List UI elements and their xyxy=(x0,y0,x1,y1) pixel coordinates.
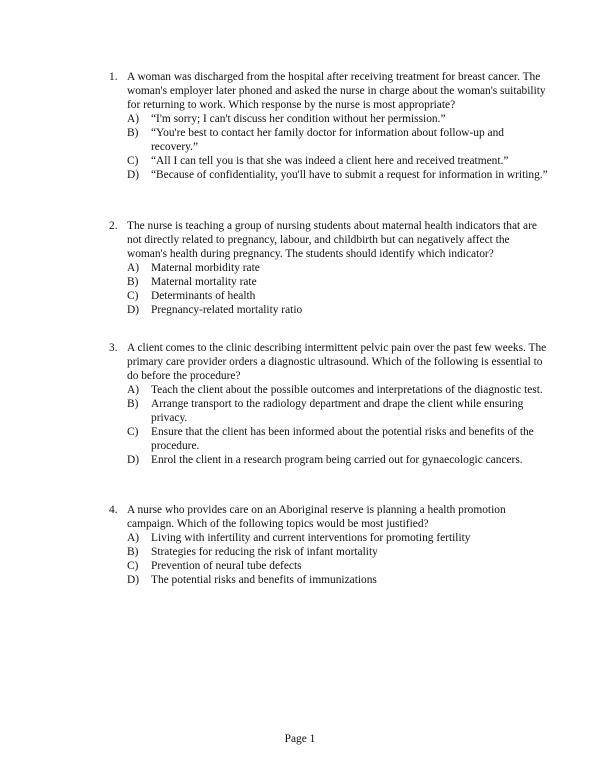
question-text: A woman was discharged from the hospital after receiving treatment for breast cancer. The woman's employer later phoned and asked the nurse in charge about the woman's suitability for returning to work. Which response by the nurse is most appropriate? xyxy=(127,71,546,111)
option-text: “All I can tell you is that she was indeed a client here and received treatment.” xyxy=(151,155,509,167)
option-a xyxy=(127,112,549,126)
option-letter: B) xyxy=(127,276,139,288)
question-2 xyxy=(109,219,549,317)
option-text: “Because of confidentiality, you'll have to submit a request for information in writing.” xyxy=(151,169,548,181)
option-text: Pregnancy-related mortality ratio xyxy=(151,304,303,316)
option-c xyxy=(127,425,549,453)
option-letter: A) xyxy=(127,532,140,544)
option-letter: D) xyxy=(127,454,140,466)
question-number: 3. xyxy=(109,342,118,354)
option-text: Ensure that the client has been informed about the potential risks and benefits of the procedure. xyxy=(151,426,534,452)
option-list xyxy=(127,112,549,182)
option-a xyxy=(127,383,549,397)
question-number: 1. xyxy=(109,71,118,83)
option-d xyxy=(127,303,549,317)
page-number: Page 1 xyxy=(284,733,316,745)
option-letter: B) xyxy=(127,398,139,410)
option-letter: C) xyxy=(127,560,139,572)
question-stem xyxy=(109,70,549,112)
option-d xyxy=(127,453,549,467)
option-b xyxy=(127,126,549,154)
question-text: A client comes to the clinic describing intermittent pelvic pain over the past few weeks. The primary care provider orders a diagnostic ultrasound. Which of the following is essential to do before the procedure? xyxy=(127,342,547,382)
option-letter: C) xyxy=(127,290,139,302)
option-text: “You're best to contact her family doctor for information about follow-up and recovery.” xyxy=(151,127,504,153)
option-text: Arrange transport to the radiology department and drape the client while ensuring privacy. xyxy=(151,398,524,424)
question-stem xyxy=(109,219,549,261)
question-stem xyxy=(109,503,549,531)
option-text: Living with infertility and current interventions for promoting fertility xyxy=(151,532,471,544)
option-text: Maternal morbidity rate xyxy=(151,262,260,274)
option-c xyxy=(127,559,549,573)
option-letter: A) xyxy=(127,384,140,396)
option-text: The potential risks and benefits of immunizations xyxy=(151,574,377,586)
option-letter: B) xyxy=(127,546,139,558)
question-4 xyxy=(109,503,549,587)
option-text: Enrol the client in a research program being carried out for gynaecologic cancers. xyxy=(151,454,523,466)
option-b xyxy=(127,275,549,289)
option-text: Teach the client about the possible outcomes and interpretations of the diagnostic test. xyxy=(151,384,543,396)
option-letter: D) xyxy=(127,304,140,316)
option-d xyxy=(127,168,549,182)
option-text: “I'm sorry; I can't discuss her condition without her permission.” xyxy=(151,113,446,125)
option-list xyxy=(127,383,549,467)
option-list xyxy=(127,531,549,587)
option-a xyxy=(127,531,549,545)
question-number: 4. xyxy=(109,504,118,516)
option-letter: C) xyxy=(127,155,139,167)
option-b xyxy=(127,545,549,559)
question-text: The nurse is teaching a group of nursing students about maternal health indicators that are not directly related to pregnancy, labour, and childbirth but can negatively affect the woman's health during pregnancy. The students should identify which indicator? xyxy=(127,220,537,260)
option-letter: A) xyxy=(127,262,140,274)
question-stem xyxy=(109,341,549,383)
option-b xyxy=(127,397,549,425)
option-letter: D) xyxy=(127,169,140,181)
option-letter: A) xyxy=(127,113,140,125)
question-1 xyxy=(109,70,549,182)
option-letter: C) xyxy=(127,426,139,438)
option-text: Prevention of neural tube defects xyxy=(151,560,302,572)
option-d xyxy=(127,573,549,587)
question-number: 2. xyxy=(109,220,118,232)
option-letter: D) xyxy=(127,574,140,586)
option-text: Maternal mortality rate xyxy=(151,276,257,288)
option-c xyxy=(127,289,549,303)
option-c xyxy=(127,154,549,168)
option-list xyxy=(127,261,549,317)
question-text: A nurse who provides care on an Aboriginal reserve is planning a health promotion campaign. Which of the following topics would be most justified? xyxy=(127,504,506,530)
option-a xyxy=(127,261,549,275)
option-text: Determinants of health xyxy=(151,290,256,302)
question-3 xyxy=(109,341,549,467)
option-letter: B) xyxy=(127,127,139,139)
option-text: Strategies for reducing the risk of infant mortality xyxy=(151,546,378,558)
